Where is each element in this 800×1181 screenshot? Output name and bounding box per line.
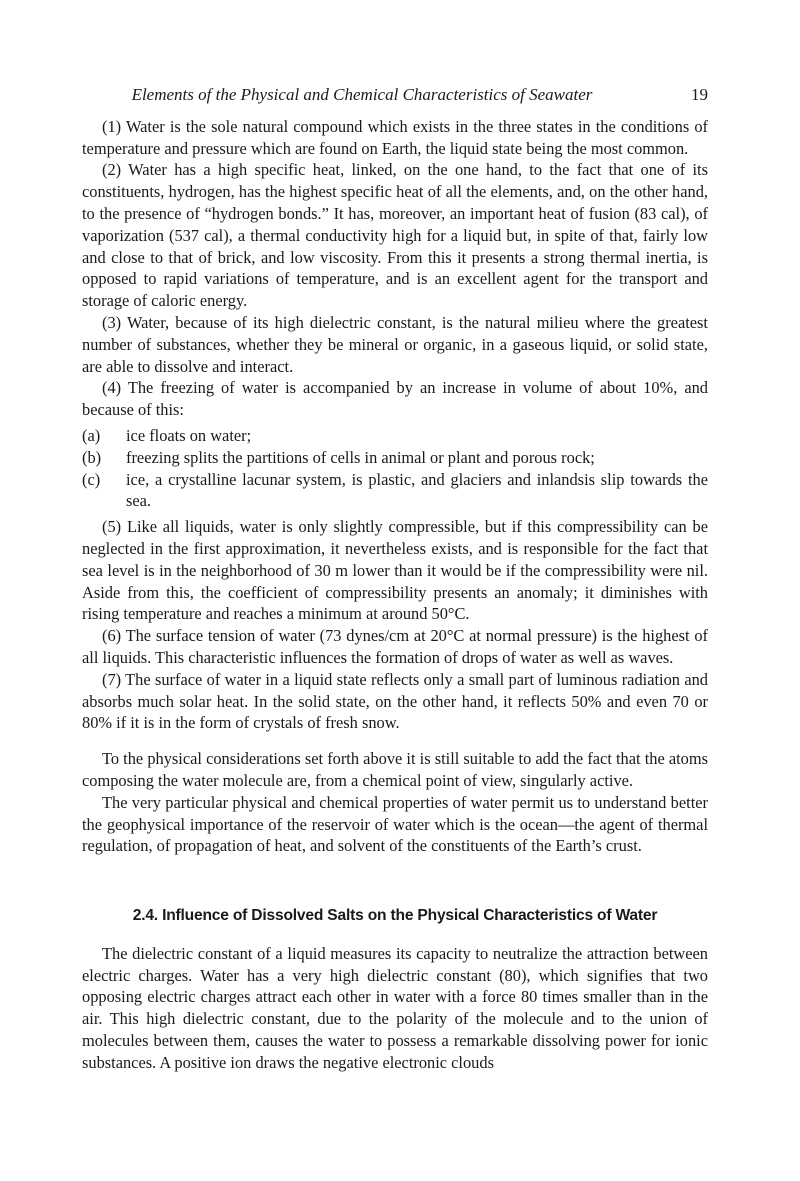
point-5: (5) Like all liquids, water is only slightly compressible, but if this compressibility can be neglected in the first approximation, it nevertheless exists, and is responsible for the fact that sea level is in the neighborhood of 30 m lower than it would be if the compressibility were nil. Aside from this, the coefficient of compressibility presents an anomaly; it diminishes with rising temperature and reaches a minimum at around 50°C.	[82, 517, 708, 624]
subpoint-b	[82, 447, 708, 469]
running-head	[82, 84, 708, 106]
point-4: (4) The freezing of water is accompanied by an increase in volume of about 10%, and because of this:	[82, 378, 708, 420]
point-2: (2) Water has a high specific heat, linked, on the one hand, to the fact that one of its constituents, hydrogen, has the highest specific heat of all the elements, and, on the other hand, to the presence of “hydrogen bonds.” It has, moreover, an important heat of fusion (83 cal), of vaporization (537 cal), a thermal conductivity high for a liquid but, in spite of that, fairly low and close to that of brick, and low viscosity. From this it presents a strong thermal inertia, is opposed to rapid variations of temperature, and is an excellent agent for the transport and storage of caloric energy.	[82, 160, 708, 311]
subpoint-text: ice, a crystalline lacunar system, is plastic, and glaciers and inlandsis slip towards the sea.	[126, 469, 708, 511]
subpoint-marker: (c)	[82, 469, 101, 489]
subpoint-a	[82, 425, 708, 447]
subpoint-text: freezing splits the partitions of cells in animal or plant and porous rock;	[126, 447, 595, 467]
point-6: (6) The surface tension of water (73 dynes/cm at 20°C at normal pressure) is the highest of all liquids. This characteristic influences the formation of drops of water as well as waves.	[82, 626, 708, 667]
point-3: (3) Water, because of its high dielectric constant, is the natural milieu where the greatest number of substances, whether they be mineral or organic, in a gaseous liquid, or solid state, are able to dissolve and interact.	[82, 312, 708, 376]
subpoint-text: ice floats on water;	[126, 425, 252, 445]
subpoint-list	[82, 425, 708, 512]
subpoint-c	[82, 469, 708, 513]
conclusion-paragraph-2: The very particular physical and chemical properties of water permit us to understand better the geophysical importance of the reservoir of water which is the ocean—the agent of thermal regulation, of propagation of heat, and solvent of the constituents of the Earth’s crust.	[82, 792, 708, 856]
subpoint-marker: (b)	[82, 447, 102, 467]
point-7: (7) The surface of water in a liquid state reflects only a small part of luminous radiation and absorbs much solar heat. In the solid state, on the other hand, it reflects 50% and even 70 or 80% if it is in the form of crystals of fresh snow.	[82, 669, 708, 733]
section-heading: 2.4. Influence of Dissolved Salts on the Physical Characteristics of Water	[132, 907, 658, 925]
running-title: Elements of the Physical and Chemical Characteristics of Seawater	[131, 85, 593, 104]
section-paragraph: The dielectric constant of a liquid measures its capacity to neutralize the attraction between electric charges. Water has a very high dielectric constant (80), which signifies that two opposing electric charges attract each other in water with a force 80 times smaller than in the air. This high dielectric constant, due to the polarity of the molecule and to the union of molecules between them, causes the water to possess a remarkable dissolving power for ionic substances. A positive ion draws the negative electronic clouds	[82, 943, 708, 1072]
page-number: 19	[691, 85, 708, 104]
subpoint-marker: (a)	[82, 425, 101, 445]
point-1: (1) Water is the sole natural compound which exists in the three states in the conditions of temperature and pressure which are found on Earth, the liquid state being the most common.	[82, 116, 708, 158]
book-page	[82, 84, 708, 1074]
conclusion-paragraph-1: To the physical considerations set forth above it is still suitable to add the fact that the atoms composing the water molecule are, from a chemical point of view, singularly active.	[82, 749, 708, 790]
